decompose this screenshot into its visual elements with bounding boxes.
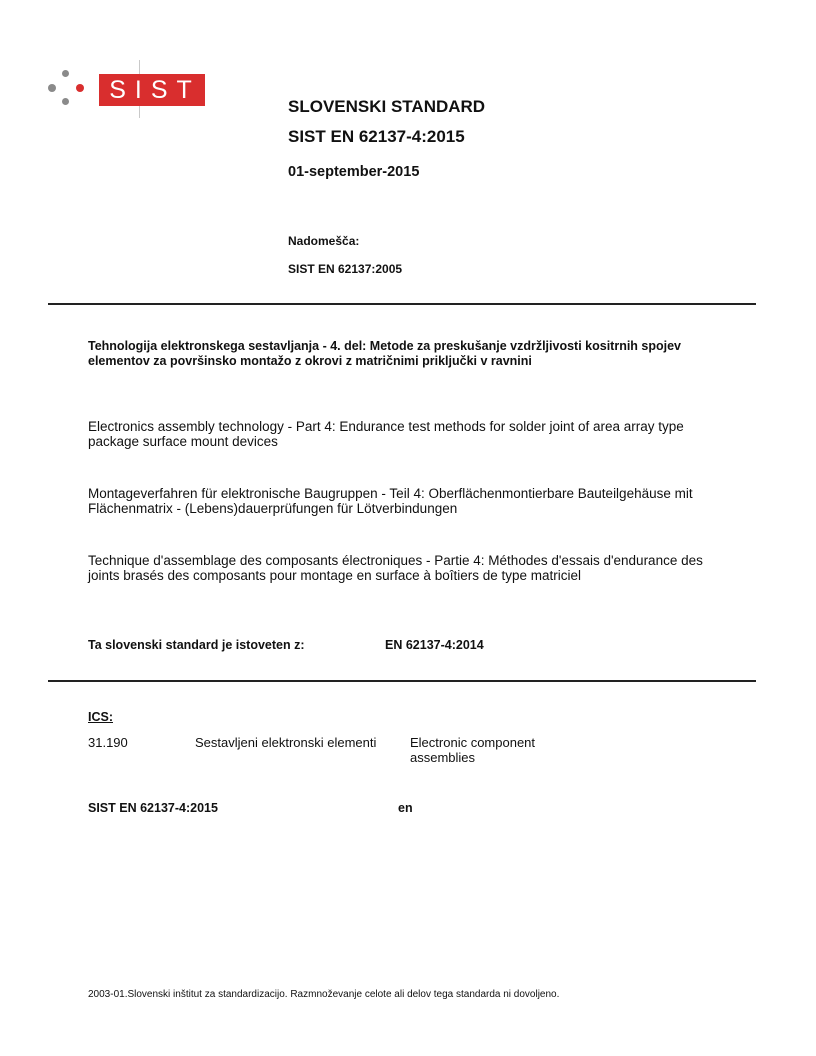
identity-value: EN 62137-4:2014 [385, 638, 484, 652]
logo-dot-grey-1 [48, 84, 56, 92]
logo-dot-red [76, 84, 84, 92]
summary-language: en [398, 801, 413, 815]
ics-label: ICS: [88, 710, 113, 724]
standard-code: SIST EN 62137-4:2015 [288, 127, 465, 146]
summary-code: SIST EN 62137-4:2015 [88, 801, 218, 815]
logo-wordmark: SIST [99, 74, 205, 106]
title-slovenian: Tehnologija elektronskega sestavljanja - 4. del: Metode za preskušanje vzdržljivosti kositrnih spojev elementov za površinsko montažo z okrovi z matričnimi priključki v ravnini [88, 339, 682, 368]
logo-dot-grey-2 [62, 70, 69, 77]
ics-english: Electronic component assemblies [410, 735, 536, 765]
publication-date: 01-september-2015 [288, 164, 420, 180]
title-german: Montageverfahren für elektronische Baugruppen - Teil 4: Oberflächenmontierbare Bauteilgehäuse mit Flächenmatrix - (Lebens)dauerprüfungen für Lötverbindungen [88, 486, 693, 516]
divider-bottom [48, 680, 756, 682]
copyright-footer: 2003-01.Slovenski inštitut za standardizacijo. Razmnoževanje celote ali delov tega standarda ni dovoljeno. [88, 989, 560, 1000]
standard-kind: SLOVENSKI STANDARD [288, 97, 486, 116]
logo-dot-grey-3 [62, 98, 69, 105]
title-french: Technique d'assemblage des composants électroniques - Partie 4: Méthodes d'essais d'endurance des joints brasés des composants pour montage en surface à boîtiers de type matriciel [88, 553, 703, 583]
ics-slovenian: Sestavljeni elektronski elementi [195, 735, 377, 750]
replaces-label: Nadomešča: [288, 234, 360, 248]
title-english: Electronics assembly technology - Part 4: Endurance test methods for solder joint of area array type package surface mount devices [88, 419, 684, 449]
identity-label: Ta slovenski standard je istoveten z: [88, 638, 305, 652]
ics-code: 31.190 [88, 735, 128, 750]
divider-top [48, 303, 756, 305]
replaces-value: SIST EN 62137:2005 [288, 262, 403, 276]
